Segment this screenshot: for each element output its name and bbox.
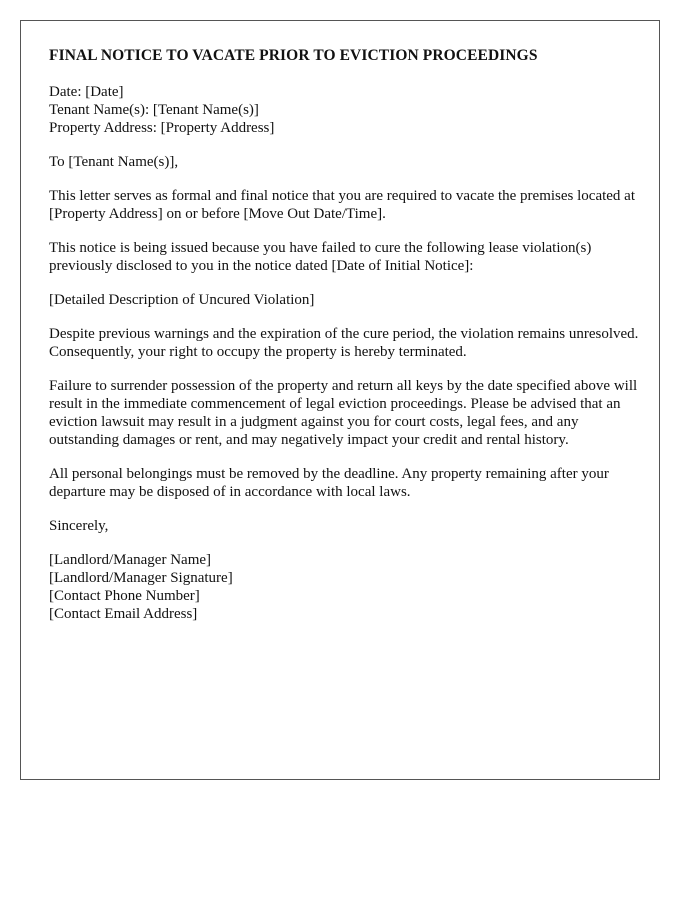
tenant-names-line: Tenant Name(s): [Tenant Name(s)] bbox=[49, 102, 259, 118]
contact-phone-line: [Contact Phone Number] bbox=[49, 588, 200, 604]
signature-block bbox=[49, 551, 639, 623]
salutation: To [Tenant Name(s)], bbox=[49, 154, 179, 170]
letter-page bbox=[20, 20, 660, 780]
paragraph-termination: Despite previous warnings and the expiration of the cure period, the violation remains unresolved. Consequently, your right to occupy the property is hereby terminated. bbox=[49, 326, 639, 360]
paragraph-violation-description: [Detailed Description of Uncured Violation] bbox=[49, 292, 315, 308]
landlord-name-line: [Landlord/Manager Name] bbox=[49, 552, 212, 568]
date-line: Date: [Date] bbox=[49, 84, 124, 100]
paragraph-consequences: Failure to surrender possession of the property and return all keys by the date specified above will result in the immediate commencement of legal eviction proceedings. Please be advised that an eviction lawsuit may result in a judgment against you for court costs, legal fees, and any outstanding damages or rent, and may negatively impact your credit and rental history. bbox=[49, 378, 638, 448]
property-address-line: Property Address: [Property Address] bbox=[49, 120, 275, 136]
paragraph-reason: This notice is being issued because you have failed to cure the following lease violation(s) previously disclosed to you in the notice dated [Date of Initial Notice]: bbox=[49, 240, 592, 274]
landlord-signature-line: [Landlord/Manager Signature] bbox=[49, 570, 233, 586]
paragraph-vacate-notice: This letter serves as formal and final notice that you are required to vacate the premises located at [Property Address] on or before [Move Out Date/Time]. bbox=[49, 188, 636, 222]
contact-email-line: [Contact Email Address] bbox=[49, 606, 198, 622]
paragraph-belongings: All personal belongings must be removed by the deadline. Any property remaining after your departure may be disposed of in accordance with local laws. bbox=[49, 466, 609, 500]
letter-header bbox=[49, 83, 639, 137]
letter-title: FINAL NOTICE TO VACATE PRIOR TO EVICTION PROCEEDINGS bbox=[49, 47, 538, 64]
closing: Sincerely, bbox=[49, 518, 109, 534]
letter-content bbox=[49, 47, 639, 639]
